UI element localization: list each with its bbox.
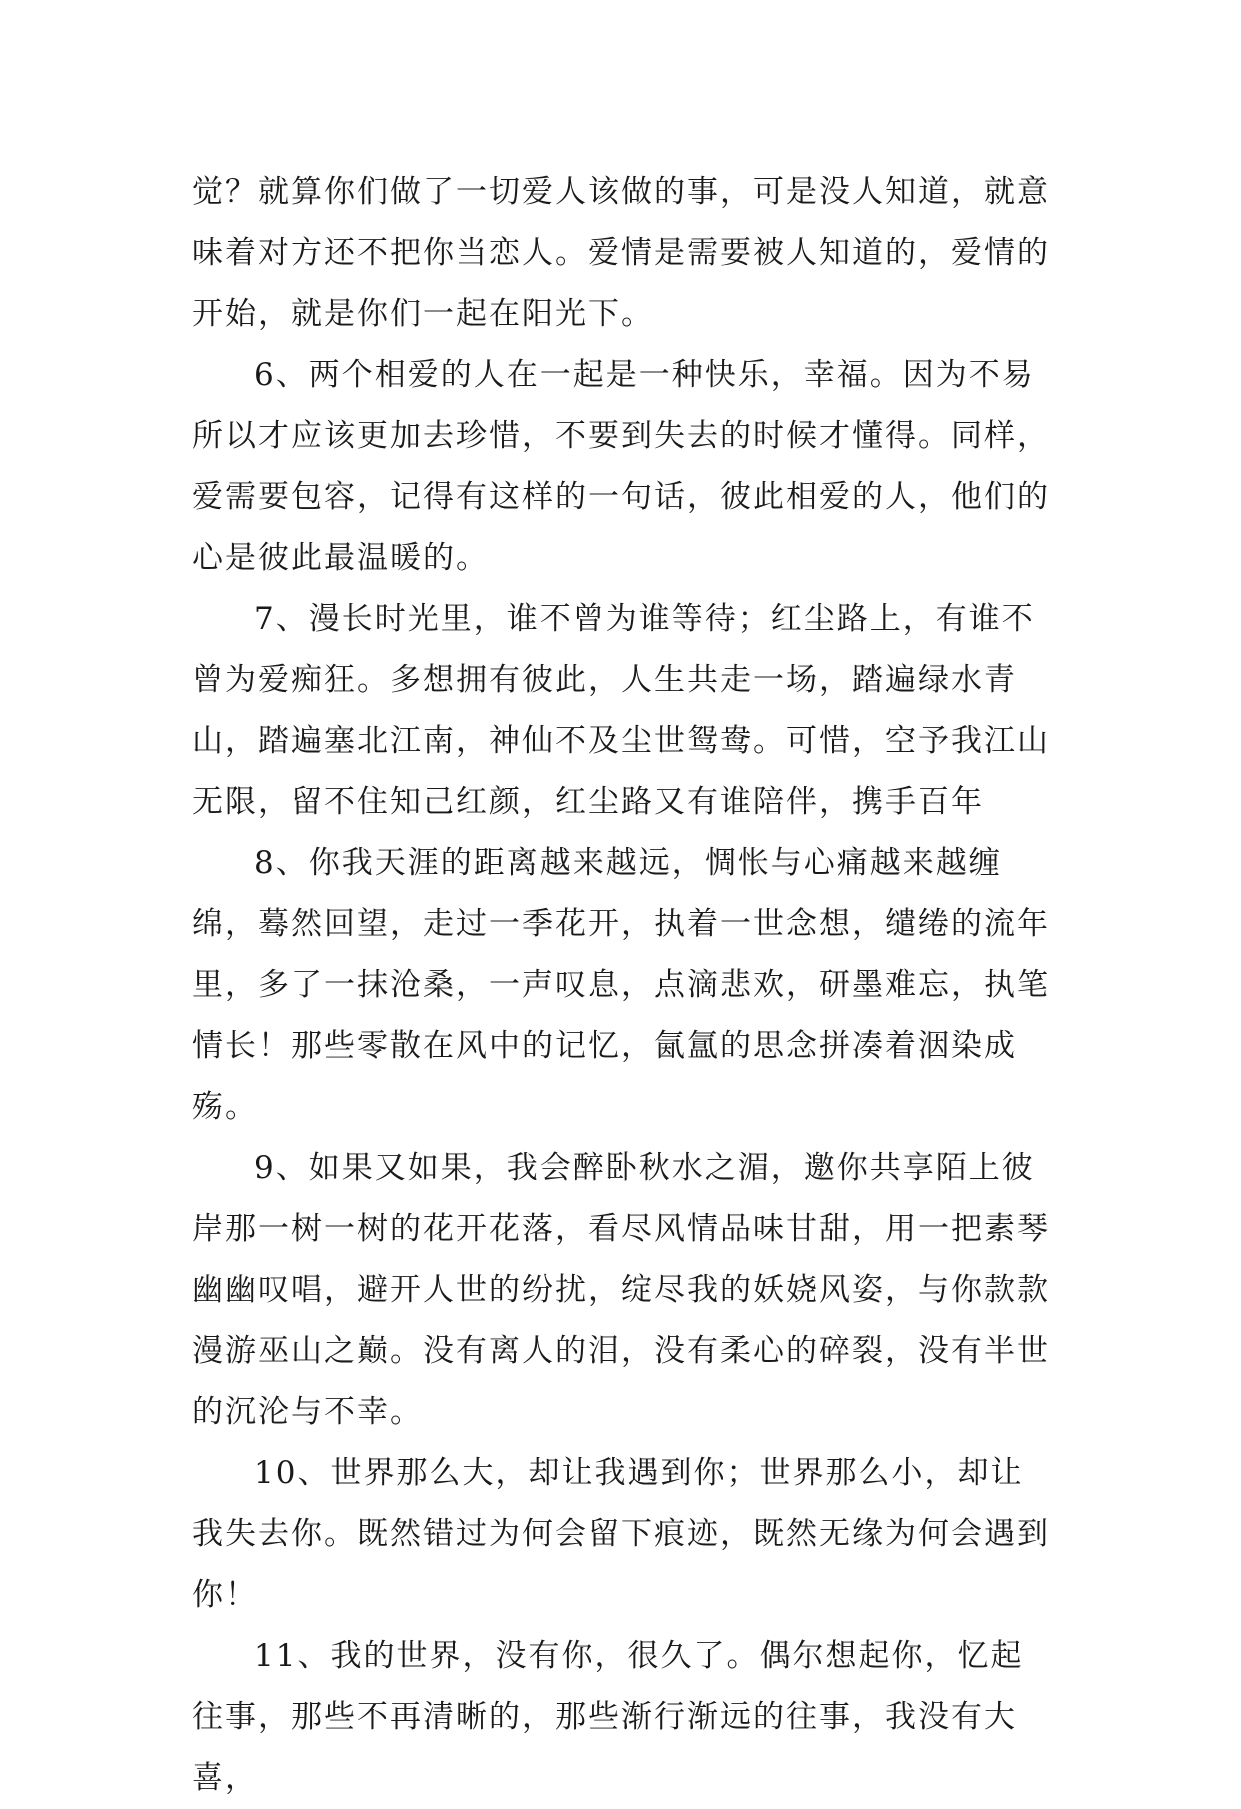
paragraph-item-7: 7、漫长时光里，谁不曾为谁等待；红尘路上，有谁不曾为爱痴狂。多想拥有彼此，人生共走一场，踏遍绿水青山，踏遍塞北江南，神仙不及尘世鸳鸯。可惜，空予我江山无限，留不住知己红颜，红尘路又有谁陪伴，携手百年 — [192, 601, 1050, 820]
paragraph-item-8: 8、你我天涯的距离越来越远，惆怅与心痛越来越缠绵，蓦然回望，走过一季花开，执着一世念想，缱绻的流年里，多了一抹沧桑，一声叹息，点滴悲欢，研墨难忘，执笔情长！那些零散在风中的记忆，氤氲的思念拼凑着洇染成殇。 — [192, 845, 1050, 1125]
paragraph-continuation: 觉？就算你们做了一切爱人该做的事，可是没人知道，就意味着对方还不把你当恋人。爱情是需要被人知道的，爱情的开始，就是你们一起在阳光下。 — [192, 174, 1050, 332]
paragraph-item-10: 10、世界那么大，却让我遇到你；世界那么小，却让我失去你。既然错过为何会留下痕迹，既然无缘为何会遇到你！ — [192, 1455, 1050, 1613]
paragraph-item-9: 9、如果又如果，我会醉卧秋水之湄，邀你共享陌上彼岸那一树一树的花开花落，看尽风情品味甘甜，用一把素琴幽幽叹唱，避开人世的纷扰，绽尽我的妖娆风姿，与你款款漫游巫山之巅。没有离人的泪，没有柔心的碎裂，没有半世的沉沦与不幸。 — [192, 1150, 1050, 1430]
body-text — [192, 162, 1050, 1809]
paragraph-item-6: 6、两个相爱的人在一起是一种快乐，幸福。因为不易所以才应该更加去珍惜，不要到失去的时候才懂得。同样，爱需要包容，记得有这样的一句话，彼此相爱的人，他们的心是彼此最温暖的。 — [192, 357, 1050, 576]
paragraph-item-11: 11、我的世界，没有你，很久了。偶尔想起你，忆起往事，那些不再清晰的，那些渐行渐远的往事，我没有大喜， — [192, 1638, 1024, 1796]
